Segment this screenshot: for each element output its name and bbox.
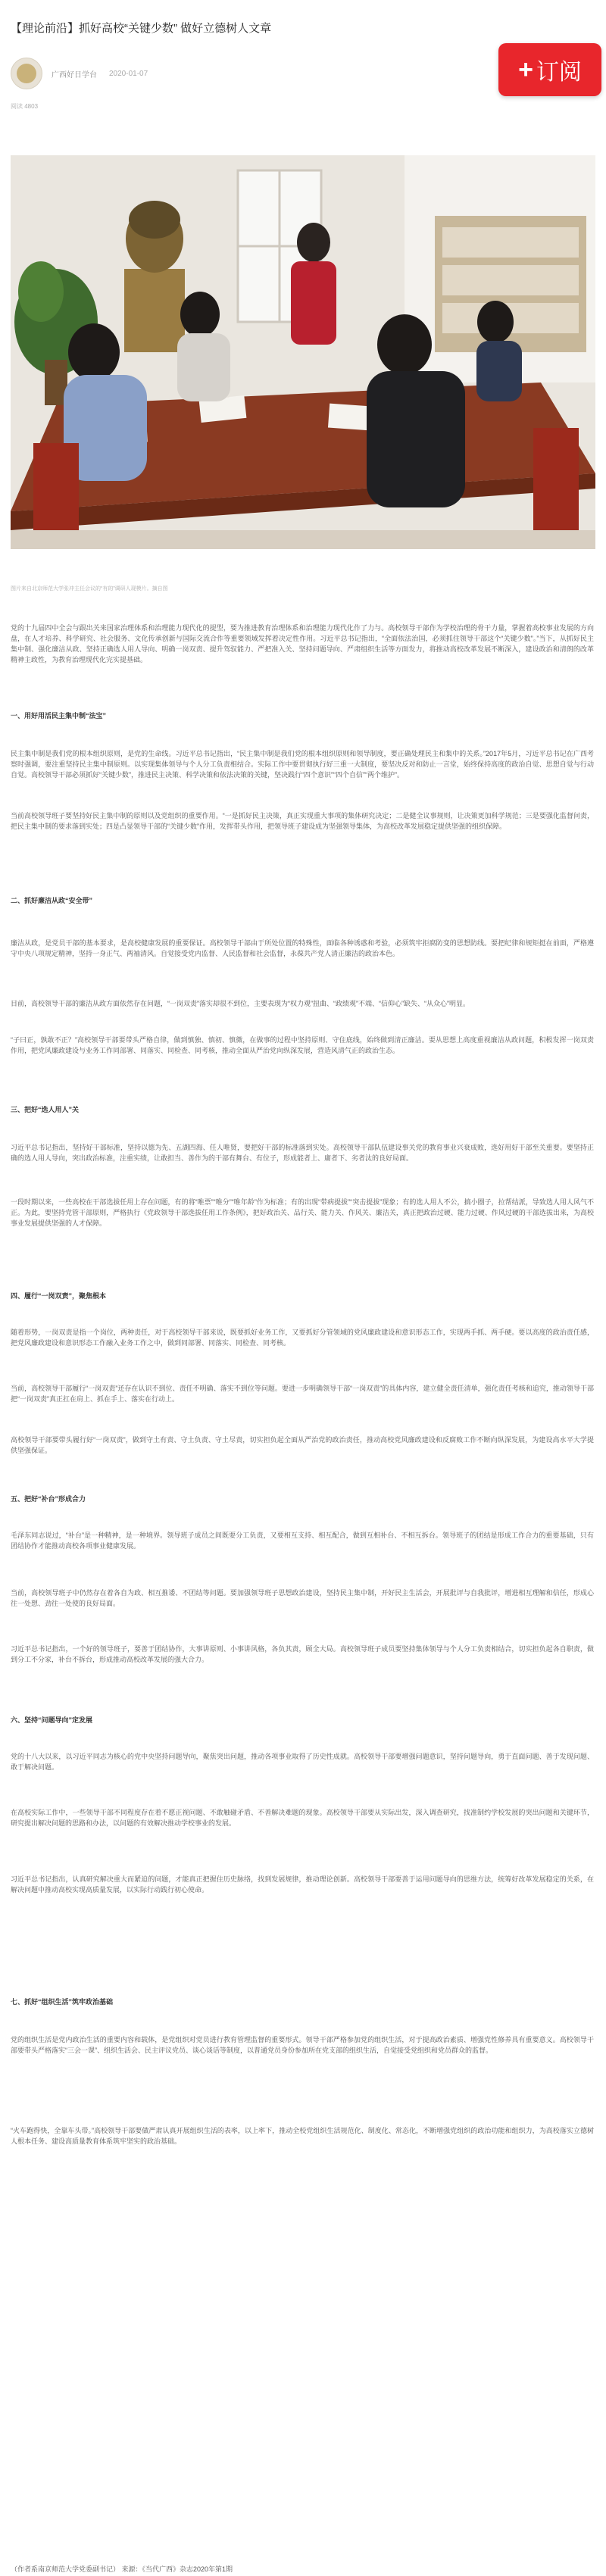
- article-footer: （作者系南京师范大学党委副书记） 来源：《当代广西》杂志2020年第1期: [11, 2565, 233, 2573]
- section-heading: 一、用好用活民主集中制“法宝”: [11, 712, 107, 720]
- author-name[interactable]: 广西好日学台: [52, 70, 97, 80]
- subscribe-button[interactable]: [498, 43, 601, 96]
- section-heading: 四、履行“一岗双责”，聚焦根本: [11, 1292, 107, 1300]
- paragraph: 当前，高校领导干部履行“一岗双责”还存在认识不到位、责任不明确、落实不到位等问题。要进一步明确领导干部“一岗双责”的具体内容，建立健全责任清单，强化责任考核和追究，推动领导干部把“一岗双责”真正扛在肩上、抓在手上、落实在行动上。: [11, 1385, 594, 1403]
- read-count: 阅读 4803: [11, 103, 39, 110]
- paragraph: 党的十八大以来，以习近平同志为核心的党中央坚持问题导向，聚焦突出问题，推动各项事业取得了历史性成就。高校领导干部要增强问题意识，坚持问题导向，勇于直面问题、善于发现问题、敢于解决问题。: [11, 1753, 594, 1771]
- paragraph: 民主集中制是我们党的根本组织原则，是党的生命线。习近平总书记指出，“民主集中制是我们党的根本组织原则和领导制度，要正确处理民主和集中的关系。”2017年5月，习近平总书记在广西考察时强调，要注重坚持民主集中制原则。以实现集体领导与个人分工负责相结合。实际工作中要贯彻执行好三重一大制度，要坚决反对和防止一言堂，始终保持高度的政治自觉、思想自觉与行动自觉。高校领导干部必须抓好“关键少数”，推进民主决策、科学决策和依法决策的关键，坚决践行“四个意识”“四个自信”“两个维护”。: [11, 750, 594, 779]
- section-heading: 三、把好“选人用人”关: [11, 1106, 80, 1113]
- paragraph: 高校领导干部要带头履行好“一岗双责”，做到守土有责、守土负责、守土尽责，切实担负起全面从严治党的政治责任，推动高校党风廉政建设和反腐败工作不断向纵深发展，为建设高水平大学提供坚强保证。: [11, 1436, 594, 1454]
- author-row: [11, 58, 148, 89]
- photo-caption: 图片来自北京师范大学张冲主任会议的“有的”调研人现模片。摘自图: [11, 586, 168, 592]
- section-heading: 六、坚持“问题导向”定发展: [11, 1716, 93, 1724]
- article-photo: [11, 155, 595, 549]
- section-heading: 二、抓好廉洁从政“安全带”: [11, 897, 93, 904]
- paragraph: 习近平总书记指出，一个好的领导班子，要善于团结协作，大事讲原则、小事讲风格，各负其责，顾全大局。高校领导班子成员要坚持集体领导与个人分工负责相结合，切实担负起各自职责，做到分工不分家，补台不拆台，形成推动高校改革发展的强大合力。: [11, 1645, 594, 1663]
- section-heading: 七、抓好“组织生活”筑牢政治基础: [11, 1998, 114, 2006]
- paragraph: 一段时期以来，一些高校在干部选拔任用上存在问题，有的将“唯票”“唯分”“唯年龄”作为标准；有的出现“带病提拔”“突击提拔”现象；有的选人用人不公，搞小圈子，拉帮结派，导致选人用人风气不正。为此，要坚持党管干部原则，严格执行《党政领导干部选拔任用工作条例》，把好政治关、品行关、能力关、作风关、廉洁关，真正把政治过硬、能力过硬、作风过硬的干部选拔出来，为高校事业发展提供坚强的人才保障。: [11, 1198, 594, 1227]
- paragraph: 毛泽东同志说过，“补台”是一种精神，是一种境界。领导班子成员之间既要分工负责，又要相互支持、相互配合，做到互相补台、不相互拆台。领导班子的团结是形成工作合力的重要基础，只有团结协作才能推动高校各项事业健康发展。: [11, 1532, 594, 1550]
- publish-date: 2020-01-07: [109, 69, 148, 78]
- paragraph: 习近平总书记指出，坚持好干部标准，坚持以德为先、五湖四海、任人唯贤，要把好干部的标准落到实处。高校领导干部队伍建设事关党的教育事业兴衰成败，选好用好干部至关重要。要坚持正确的选人用人导向，突出政治标准，注重实绩，让敢担当、善作为的干部有舞台、有位子，形成能者上、庸者下、劣者汰的良好局面。: [11, 1144, 594, 1162]
- paragraph: 目前，高校领导干部的廉洁从政方面依然存在问题，“一岗双责”落实却很不到位，主要表现为“权力观”扭曲、“政绩观”不端、“信仰心”缺失、“从众心”明显。: [11, 1000, 470, 1007]
- plus-icon: +: [518, 55, 533, 84]
- avatar-logo-icon: [17, 64, 36, 83]
- avatar[interactable]: [11, 58, 42, 89]
- paragraph: 在高校实际工作中，一些领导干部不同程度存在着不愿正视问题、不敢触碰矛盾、不善解决难题的现象。高校领导干部要从实际出发，深入调查研究，找准制约学校发展的突出问题和关键环节，研究提出解决问题的思路和办法，以问题的有效解决推动学校事业的发展。: [11, 1809, 594, 1827]
- paragraph: “火车跑得快，全靠车头带。”高校领导干部要做严肃认真开展组织生活的表率，以上率下，推动全校党组织生活规范化、制度化、常态化，不断增强党组织的政治功能和组织力，为高校落实立德树人根本任务、建设高质量教育体系筑牢坚实的政治基础。: [11, 2127, 594, 2145]
- subscribe-label: 订阅: [536, 60, 582, 85]
- paragraph: “子曰正，孰敢不正？”高校领导干部要带头严格自律，做到慎独、慎初、慎微，在做事的过程中坚持原则、守住底线，始终做到清正廉洁。要从思想上高度重视廉洁从政问题，积极发挥一岗双责作用，把党风廉政建设与业务工作同部署、同落实、同检查、同考核，推动全面从严治党向纵深发展，营造风清气正的政治生态。: [11, 1036, 594, 1054]
- article-title: 【理论前沿】抓好高校“关键少数” 做好立德树人文章: [11, 22, 272, 35]
- paragraph: 习近平总书记指出，认真研究解决重大而紧迫的问题，才能真正把握住历史脉络，找到发展规律，推动理论创新。高校领导干部要善于运用问题导向的思维方法，统筹好改革发展稳定的关系，在解决问题中推动高校实现高质量发展，以实际行动践行初心使命。: [11, 1875, 594, 1894]
- paragraph: 随着形势，一岗双责是指一个岗位，两种责任，对于高校领导干部来说，既要抓好业务工作，又要抓好分管领域的党风廉政建设和意识形态工作，实现两手抓、两手硬。要以高度的政治责任感，把党风廉政建设和意识形态工作融入业务工作之中，做到同部署、同落实、同检查、同考核。: [11, 1329, 594, 1347]
- paragraph: 当前高校领导班子要坚持好民主集中制的原则以及党组织的重要作用。“一是抓好民主决策，真正实现重大事项的集体研究决定；二是健全议事规则，让决策更加科学规范；三是要强化监督问责，把民主集中制的要求落到实处；四是凸显领导干部的“关键少数”作用，发挥带头作用，把领导班子建设成为坚强领导集体，为高校改革发展稳定提供坚强的组织保障。: [11, 812, 594, 830]
- classroom-photo-image: [11, 155, 595, 549]
- paragraph: 廉洁从政，是党员干部的基本要求，是高校健康发展的重要保证。高校领导干部由于所处位置的特殊性，面临各种诱惑和考验，必须筑牢拒腐防变的思想防线。要把纪律和规矩挺在前面，严格遵守中央八项规定精神，坚持一身正气、两袖清风。自觉接受党内监督、人民监督和社会监督，永葆共产党人清正廉洁的政治本色。: [11, 939, 594, 957]
- paragraph: 党的组织生活是党内政治生活的重要内容和载体，是党组织对党员进行教育管理监督的重要形式。领导干部严格参加党的组织生活，对于提高政治素质、增强党性修养具有重要意义。高校领导干部要带头严格落实“三会一课”、组织生活会、民主评议党员、谈心谈话等制度，以普通党员身份参加所在党支部的组织生活，自觉接受党组织和党员群众的监督。: [11, 2036, 594, 2054]
- paragraph: 当前，高校领导班子中仍然存在着各自为政、相互推诿、不团结等问题。要加强领导班子思想政治建设，坚持民主集中制，开好民主生活会，开展批评与自我批评，增进相互理解和信任，形成心往一处想、劲往一处使的良好局面。: [11, 1589, 594, 1607]
- paragraph: 党的十九届四中全会与跟出关来国家治理体系和治理能力现代化的提型，要为推进教育治理体系和治理能力现代化作了力与。高校领导干部作为学校治理的骨干力量，掌握着高校事业发展的方向盘，在人才培养、科学研究、社会服务、文化传承创新与国际交流合作等重要领域发挥着决定性作用。习近平总书记指出，“全面依法治国，必须抓住领导干部这个“关键少数”。”当下，从抓好民主集中制、强化廉洁从政、坚持正确选人用人导向、明确一岗双责、提升驾驭能力、严把准入关、坚持问题导向、严肃组织生活等方面发力，将推动高校改革发展不断深入，建设政治和清朗的改革精神主政性，为教育治理现代化完实提基础。: [11, 624, 594, 664]
- section-heading: 五、把好“补台”形成合力: [11, 1495, 86, 1503]
